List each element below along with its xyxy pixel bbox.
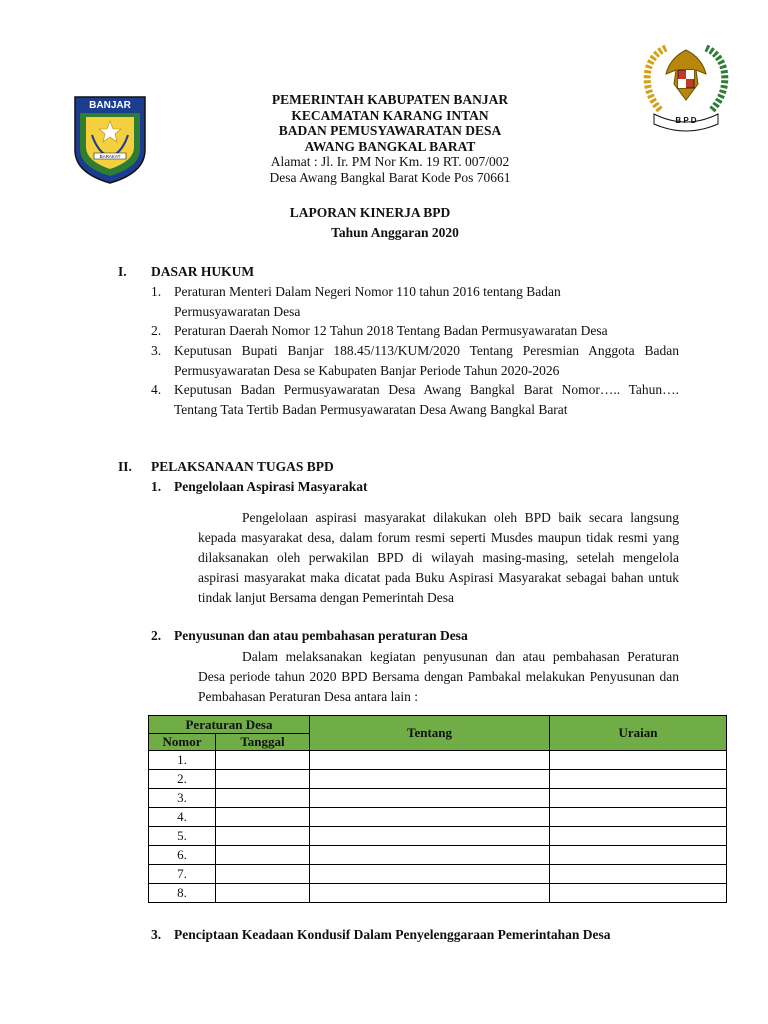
table-row	[149, 827, 727, 846]
subsection-number: 2.	[151, 628, 162, 643]
cell	[310, 789, 550, 808]
cell	[310, 827, 550, 846]
row-number: 2.	[149, 770, 216, 789]
header-line-1: PEMERINTAH KABUPATEN BANJAR	[271, 92, 509, 107]
report-subtitle: Tahun Anggaran 2020	[331, 225, 459, 240]
section-1-heading: DASAR HUKUM	[151, 264, 255, 279]
subsection-2-paragraph: Dalam melaksanakan kegiatan penyusunan dan atau pembahasan Peraturan Desa periode tahun 2020 BPD Bersama dengan Pambakal melakukan Penyusunan dan Pembahasan Peraturan Desa antara lain :	[198, 649, 679, 704]
subsection-1-heading	[151, 479, 368, 495]
subsection-number: 1.	[151, 479, 162, 494]
table-row	[149, 751, 727, 770]
svg-text:B P D: B P D	[675, 116, 697, 125]
row-number: 8.	[149, 884, 216, 903]
cell	[216, 808, 310, 827]
section-1-number: I.	[118, 264, 127, 279]
cell	[310, 808, 550, 827]
list-item-number: 1.	[151, 284, 162, 299]
list-item	[151, 282, 679, 322]
bpd-logo	[640, 40, 732, 132]
table-row	[149, 789, 727, 808]
table-row	[149, 808, 727, 827]
cell	[216, 827, 310, 846]
svg-text:BANJAR: BANJAR	[89, 100, 131, 111]
list-item-text: Keputusan Bupati Banjar 188.45/113/KUM/2020 Tentang Peresmian Anggota Badan Permusyawaratan Desa se Kabupaten Banjar Periode Tahun 2020-2026	[174, 343, 679, 378]
table-header-peraturan: Peraturan Desa	[149, 716, 310, 734]
cell	[216, 865, 310, 884]
cell	[550, 846, 727, 865]
banjar-logo	[72, 95, 148, 185]
row-number: 1.	[149, 751, 216, 770]
table-header-tanggal: Tanggal	[216, 734, 310, 751]
cell	[310, 846, 550, 865]
svg-text:BARAKAT: BARAKAT	[99, 154, 121, 159]
cell	[310, 751, 550, 770]
list-item	[151, 380, 679, 420]
table-row	[149, 884, 727, 903]
list-item	[151, 341, 679, 381]
cell	[310, 770, 550, 789]
row-number: 7.	[149, 865, 216, 884]
subsection-3-heading	[151, 927, 611, 943]
cell	[550, 789, 727, 808]
table-row	[149, 865, 727, 884]
table-header-nomor: Nomor	[149, 734, 216, 751]
subsection-number: 3.	[151, 927, 162, 942]
list-item-number: 3.	[151, 343, 162, 358]
list-item-text: Peraturan Daerah Nomor 12 Tahun 2018 Tentang Badan Permusyawaratan Desa	[174, 323, 608, 338]
cell	[216, 846, 310, 865]
letterhead	[230, 92, 550, 185]
table-row	[149, 770, 727, 789]
cell	[216, 751, 310, 770]
header-address: Alamat : Jl. Ir. PM Nor Km. 19 RT. 007/002	[270, 154, 510, 169]
subsection-title: Penciptaan Keadaan Kondusif Dalam Penyelenggaraan Pemerintahan Desa	[174, 927, 611, 942]
section-2-heading: PELAKSANAAN TUGAS BPD	[151, 459, 334, 474]
cell	[216, 770, 310, 789]
header-line-2: KECAMATAN KARANG INTAN	[291, 107, 489, 123]
cell	[550, 865, 727, 884]
subsection-title: Pengelolaan Aspirasi Masyarakat	[174, 479, 368, 494]
cell	[310, 865, 550, 884]
header-postal: Desa Awang Bangkal Barat Kode Pos 70661	[269, 169, 511, 185]
table-row	[149, 846, 727, 865]
row-number: 4.	[149, 808, 216, 827]
header-line-4: AWANG BANGKAL BARAT	[304, 138, 476, 154]
subsection-title: Penyusunan dan atau pembahasan peraturan Desa	[174, 628, 468, 643]
cell	[550, 751, 727, 770]
cell	[310, 884, 550, 903]
cell	[550, 808, 727, 827]
list-item-number: 4.	[151, 382, 162, 397]
list-item	[151, 321, 679, 341]
perdes-table	[148, 715, 727, 903]
cell	[550, 884, 727, 903]
list-item-text: Peraturan Menteri Dalam Negeri Nomor 110 tahun 2016 tentang Badan Permusyawaratan Desa	[174, 284, 561, 319]
cell	[550, 770, 727, 789]
list-item-number: 2.	[151, 323, 162, 338]
section-2-number: II.	[118, 459, 132, 474]
cell	[216, 789, 310, 808]
subsection-2-heading	[151, 628, 468, 644]
row-number: 5.	[149, 827, 216, 846]
row-number: 3.	[149, 789, 216, 808]
row-number: 6.	[149, 846, 216, 865]
table-header-tentang: Tentang	[310, 716, 550, 751]
list-item-text: Keputusan Badan Permusyawaratan Desa Awang Bangkal Barat Nomor….. Tahun…. Tentang Tata Tertib Badan Permusyawaratan Desa Awang Bangkal Barat	[174, 382, 679, 417]
subsection-1-paragraph: Pengelolaan aspirasi masyarakat dilakukan oleh BPD baik secara langsung kepada masyarakat desa, dalam forum resmi seperti Musdes maupun tidak resmi yang dilaksanakan oleh perwakilan BPD di wilayah masing-masing, setelah mengelola aspirasi masyarakat maka dicatat pada Buku Aspirasi Masyarakat sebagai bahan untuk tindak lanjut Bersama dengan Pemerintah Desa	[198, 510, 679, 605]
table-header-uraian: Uraian	[550, 716, 727, 751]
cell	[216, 884, 310, 903]
header-line-3: BADAN PEMUSYAWARATAN DESA	[278, 123, 502, 138]
report-title: LAPORAN KINERJA BPD	[289, 205, 451, 220]
cell	[550, 827, 727, 846]
